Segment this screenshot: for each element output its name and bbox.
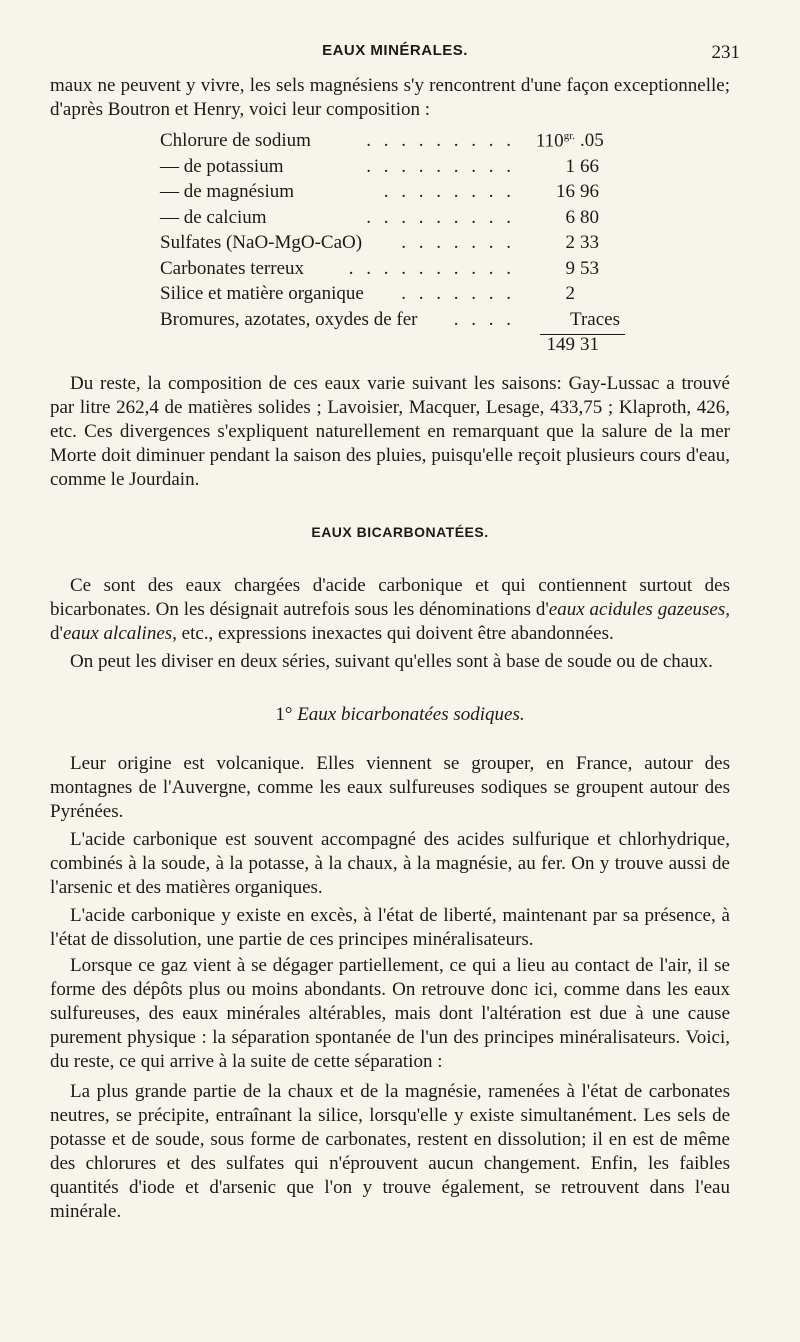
subsection-number: 1°	[275, 704, 293, 725]
composition-row	[160, 232, 630, 258]
composition-total-row	[160, 334, 630, 360]
composition-total-dec: 31	[580, 334, 599, 355]
composition-row	[160, 207, 630, 233]
composition-total-int: 149	[546, 334, 575, 355]
composition-dec: 33	[580, 232, 599, 253]
dot-leader: . . . . . . .	[401, 283, 515, 304]
composition-dec: 53	[580, 257, 599, 279]
dot-leader: . . . . . . . . .	[366, 206, 515, 228]
composition-row	[160, 181, 630, 207]
paragraph-composition-variation: Du reste, la composition de ces eaux varie suivant les saisons: Gay-Lussac a trouvé par litre 262,4 de matières solides ; Lavoisier, Macquer, Lesage, 433,75 ; Klaproth, 426, etc. Ces divergences s'expliquent naturellement en remarquant que la salure de la mer Morte doit diminuer pendant la saison des pluies, puisqu'elle reçoit plusieurs cours d'eau, comme le Jourdain.	[50, 373, 730, 490]
paragraph-excess: L'acide carbonique y existe en excès, à l'état de liberté, maintenant par sa présence, à l'état de dissolution, une partie de ces principes minéralisateurs.	[50, 905, 730, 950]
page-number: 231	[711, 42, 740, 63]
section-title: EAUX BICARBONATÉES.	[311, 524, 489, 540]
paragraph-definition: Ce sont des eaux chargées d'acide carbonique et qui contiennent surtout des bicarbonates. On les désignait autrefois sous les dénominations d'eaux acidules gazeuses, d'eaux alcalines, etc., expressions inexactes qui doivent être abandonnées.	[50, 575, 730, 644]
composition-row	[160, 258, 630, 284]
composition-label: — de potassium	[160, 155, 284, 177]
paragraph-origin: Leur origine est volcanique. Elles viennent se grouper, en France, autour des montagnes de l'Auvergne, comme les eaux sulfureuses sodiques se groupent autour des Pyrénées.	[50, 753, 730, 822]
composition-int: $110^{gr.}$	[535, 130, 575, 152]
paragraph-acids: L'acide carbonique est souvent accompagné des acides sulfurique et chlorhydrique, combinés à la soude, à la potasse, à la chaux, à la magnésie, au fer. On y trouve aussi de l'arsenic et des matières organiques.	[50, 829, 730, 898]
composition-dec: 96	[580, 181, 599, 202]
dot-leader: . . . . . . . .	[383, 181, 515, 202]
composition-dec: 80	[580, 206, 599, 228]
composition-label: Carbonates terreux	[160, 257, 305, 279]
italic-term: eaux acidules gazeuses,	[548, 599, 730, 620]
paragraph-deposits: Lorsque ce gaz vient à se dégager partiellement, ce qui a lieu au contact de l'air, il se forme des dépôts plus ou moins abondants. On retrouve donc ici, comme dans les eaux sulfureuses, des eaux minérales altérables, mais dont l'altération est due à une cause purement physique : la séparation spontanée de l'un des principes minéralisateurs. Voici, du reste, ce qui arrive à la suite de cette séparation :	[50, 955, 730, 1072]
composition-int: 1	[565, 155, 575, 177]
composition-int: 2	[565, 283, 575, 304]
dot-leader: . . . . . . . . .	[366, 155, 515, 177]
dot-leader: . . . . . . . . . .	[348, 257, 515, 279]
composition-row	[160, 309, 630, 335]
composition-label: — de magnésium	[160, 181, 295, 202]
composition-label: — de calcium	[160, 206, 267, 228]
composition-dec: .05	[580, 130, 604, 151]
composition-label: Sulfates (NaO-MgO-CaO)	[160, 232, 363, 253]
dot-leader: . . . . . . . . .	[366, 130, 515, 151]
composition-int: 16	[556, 181, 575, 202]
dot-leader: . . . . . . .	[401, 232, 515, 253]
composition-int: 2	[565, 232, 575, 253]
page-header	[50, 42, 740, 68]
composition-traces: Traces	[570, 308, 620, 330]
subsection-name: Eaux bicarbonatées sodiques.	[297, 704, 525, 725]
composition-int: 9	[565, 257, 575, 279]
paragraph-series: On peut les diviser en deux séries, suivant qu'elles sont à base de soude ou de chaux.	[70, 651, 713, 672]
composition-row	[160, 130, 630, 156]
total-rule	[540, 334, 625, 335]
running-head: EAUX MINÉRALES.	[322, 42, 468, 59]
composition-label: Silice et matière organique	[160, 283, 364, 304]
paragraph-precipitation: La plus grande partie de la chaux et de la magnésie, ramenées à l'état de carbonates neutres, se précipite, entraînant la silice, lorsqu'elle y existe simultanément. Les sels de potasse et de soude, sous forme de carbonates, restent en dissolution; il en est de même des chlorures et des sulfates qui n'éprouvent aucun changement. Enfin, les faibles quantités d'iode et d'arsenic que l'on y trouve également, se retrouvent dans l'eau minérale.	[50, 1081, 730, 1222]
gram-unit: gr.	[563, 130, 575, 142]
composition-label: Chlorure de sodium	[160, 130, 311, 151]
composition-row	[160, 283, 630, 309]
composition-dec: 66	[580, 155, 599, 177]
dot-leader: . . . .	[453, 308, 515, 330]
italic-term: eaux alcalines,	[62, 623, 177, 644]
intro-paragraph: maux ne peuvent y vivre, les sels magnésiens s'y rencontrent d'une façon exceptionnelle; d'après Boutron et Henry, voici leur composition :	[50, 75, 730, 120]
composition-table	[160, 130, 630, 360]
subsection-title	[0, 704, 800, 726]
composition-row	[160, 156, 630, 182]
composition-label: Bromures, azotates, oxydes de fer	[160, 308, 418, 330]
composition-int: 6	[565, 206, 575, 228]
